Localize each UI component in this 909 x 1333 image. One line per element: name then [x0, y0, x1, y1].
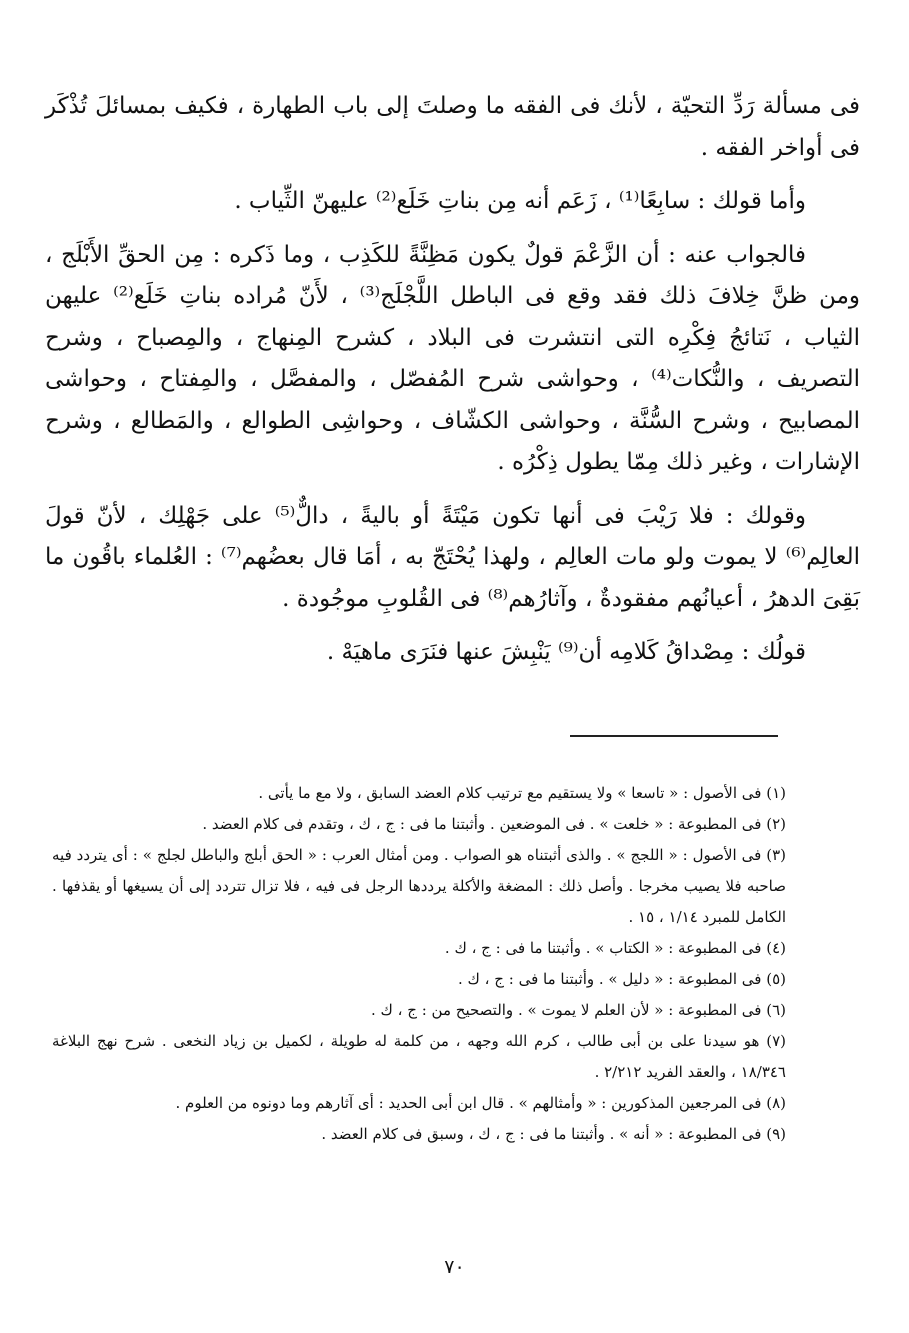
footnote: (٨) فى المرجعين المذكورين : « وأمثالهم » . قال ابن أبى الحديد : أى آثارهم وما دونوه من العلوم .	[175, 1094, 786, 1112]
footnote: (٣) فى الأصول : « اللجج » . والذى أثبتناه هو الصواب . ومن أمثال العرب : « الحق أبلج والباطل لجلج » : أى يتردد فيه صاحبه فلا يصيب مخرجا . وأصل ذلك : المضغة والأكلة يرددها الرجل فى فيه ، فلا تزال تتردد إلى أن يسيغها أو يقذفها . الكامل للمبرد ١/١٤ ، ١٥ .	[52, 846, 786, 926]
paragraph: فى مسألة رَدِّ التحيّة ، لأنك فى الفقه ما وصلتَ إلى باب الطهارة ، فكيف بمسائلَ تُذْكَر فى أواخر الفقه .	[45, 93, 860, 161]
paragraph: فالجواب عنه : أن الزَّعْمَ قولٌ يكون مَظِنَّةً للكَذِب ، وما ذَكره : مِن الحقِّ الأَبْلَج ، ومن ظنَّ خِلافَ ذلك فقد وقع فى الباطل اللَّجْلَج⁽³⁾ ، لأَنّ مُراده بناتِ خَلَع⁽²⁾ عليهن الثياب ، نَتائجُ فِكْرِه التى انتشرت فى البلاد ، كشرح المِنهاج ، والمِصباح ، وشرح التصريف ، والنُّكات⁽⁴⁾ ، وحواشى شرح المُفصّل ، والمفصَّل ، والمِفتاح ، وحواشى المصابيح ، وشرح السُّنَّة ، وحواشى الكشّاف ، وحواشِى الطوالع ، والمَطالع ، وشرح الإشارات ، وغير ذلك مِمّا يطول ذِكْرُه .	[45, 241, 860, 475]
main-text	[45, 86, 860, 686]
footnote-divider	[570, 735, 778, 737]
footnote: (٧) هو سيدنا على بن أبى طالب ، كرم الله وجهه ، من كلمة له طويلة ، لكميل بن زياد النخعى . شرح نهج البلاغة ١٨/٣٤٦ ، والعقد الفريد ٢/٢١٢ .	[52, 1032, 786, 1081]
footnote: (٩) فى المطبوعة : « أنه » . وأثبتنا ما فى : ج ، ك ، وسبق فى كلام العضد .	[321, 1125, 786, 1143]
footnote: (٥) فى المطبوعة : « دليل » . وأثبتنا ما فى : ج ، ك .	[458, 970, 786, 988]
page-number: ٧٠	[444, 1256, 465, 1278]
footnote: (١) فى الأصول : « تاسعا » ولا يستقيم مع ترتيب كلام العضد السابق ، ولا مع ما يأتى .	[258, 784, 786, 802]
footnote: (٤) فى المطبوعة : « الكتاب » . وأثبتنا ما فى : ج ، ك .	[444, 939, 786, 957]
footnote: (٦) فى المطبوعة : « لأن العلم لا يموت » . والتصحيح من : ج ، ك .	[371, 1001, 786, 1019]
paragraph: وقولك : فلا رَيْبَ فى أنها تكون مَيْتَةً أو باليةً ، دالٌّ⁽⁵⁾ على جَهْلِك ، لأنّ قولَ العالِم⁽⁶⁾ لا يموت ولو مات العالِم ، ولهذا يُحْتَجّ به ، أمَا قال بعضُهم⁽⁷⁾ : العُلماء باقُون ما بَقِىَ الدهرُ ، أعيانُهم مفقودةٌ ، وآثارُهم⁽⁸⁾ فى القُلوبِ موجُودة .	[45, 502, 861, 612]
paragraph: وأما قولك : سابِعًا⁽¹⁾ ، زَعَم أنه مِن بناتِ خَلَع⁽²⁾ عليهنّ الثِّياب .	[234, 188, 806, 214]
footnote: (٢) فى المطبوعة : « خلعت » . فى الموضعين . وأثبتنا ما فى : ج ، ك ، وتقدم فى كلام العضد .	[202, 815, 786, 833]
paragraph: قولُك : مِصْداقُ كَلامِه أن⁽⁹⁾ يَنْبِشَ عنها فنَرَى ماهيَهْ .	[326, 639, 806, 665]
footnotes	[52, 778, 786, 1150]
